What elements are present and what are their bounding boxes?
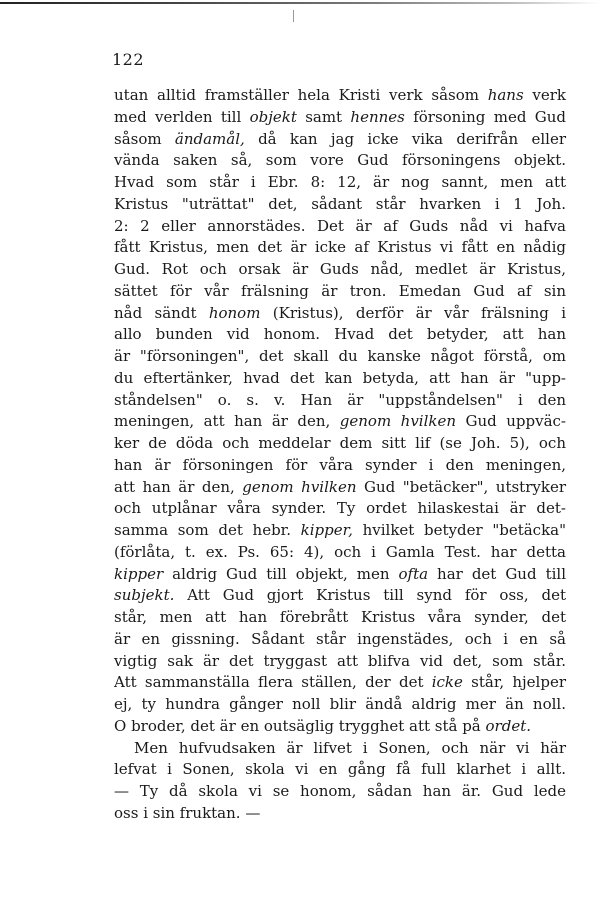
text-run: han är försoningen för våra synder i den meningen, bbox=[114, 455, 566, 474]
text-run: 2: 2 eller annorstädes. Det är af Guds nåd vi hafva bbox=[114, 216, 566, 235]
text-run: Att sammanställa flera ställen, der det bbox=[114, 673, 432, 692]
text-line bbox=[114, 607, 566, 629]
text-run: Gud uppväc- bbox=[456, 412, 566, 431]
text-run: ej, ty hundra gånger noll blir ändå aldrig mer än noll. bbox=[114, 695, 566, 713]
text-run: är en gissning. Sådant står ingenstädes, och i en så bbox=[114, 629, 566, 648]
text-line bbox=[114, 85, 566, 107]
text-line bbox=[114, 803, 566, 825]
text-line bbox=[114, 433, 566, 455]
text-run: utan alltid framställer hela Kristi verk såsom bbox=[114, 86, 488, 104]
text-line bbox=[114, 564, 566, 586]
scan-artifact-mark bbox=[293, 10, 294, 22]
italic-text: hennes bbox=[350, 107, 405, 126]
italic-text: objekt bbox=[249, 107, 297, 126]
text-run: sättet för vår frälsning är tron. Emedan Gud af sin bbox=[114, 281, 566, 300]
text-run: Hvad som står i Ebr. 8: 12, är nog sannt, men att bbox=[114, 173, 566, 191]
text-line bbox=[114, 629, 566, 651]
text-line bbox=[114, 107, 566, 129]
text-line bbox=[114, 259, 566, 281]
text-run: ståndelsen" o. s. v. Han är "uppståndelsen" i den bbox=[114, 390, 566, 409]
text-line bbox=[114, 716, 566, 738]
text-run: fått Kristus, men det är icke af Kristus vi fått en nådig bbox=[114, 238, 566, 257]
text-run: allo bunden vid honom. Hvad det betyder, att han bbox=[114, 325, 566, 344]
text-run: Kristus "uträttat" det, sådant står hvarken i 1 Joh. bbox=[114, 194, 566, 213]
scan-top-edge bbox=[0, 2, 600, 4]
text-line bbox=[114, 281, 566, 303]
text-line bbox=[114, 368, 566, 390]
text-line bbox=[114, 477, 566, 499]
text-run: — Ty då skola vi se honom, sådan han är. Gud lede bbox=[114, 782, 566, 800]
italic-text: icke bbox=[431, 673, 463, 692]
italic-text: ordet. bbox=[485, 716, 532, 735]
text-run: samt bbox=[296, 107, 351, 126]
text-line bbox=[114, 411, 566, 433]
text-run: är "försoningen", det skall du kanske något förstå, om bbox=[114, 347, 566, 365]
text-run: meningen, att han är den, bbox=[114, 412, 340, 431]
text-line bbox=[114, 520, 566, 542]
italic-text: honom bbox=[208, 303, 261, 322]
text-run: hvilket betyder "betäcka" bbox=[352, 521, 567, 539]
italic-text: kipper bbox=[114, 564, 164, 583]
text-line bbox=[114, 781, 566, 803]
text-line bbox=[114, 216, 566, 238]
text-run: har det Gud till bbox=[428, 564, 566, 583]
text-line bbox=[114, 542, 566, 564]
italic-text: hans bbox=[487, 86, 524, 104]
italic-text: genom hvilken bbox=[242, 477, 357, 496]
italic-text: ofta bbox=[398, 564, 429, 583]
text-run: ker de döda och meddelar dem sitt lif (se Joh. 5), och bbox=[114, 434, 566, 452]
text-run: oss i sin fruktan. — bbox=[114, 803, 261, 822]
text-run: att han är den, bbox=[114, 477, 243, 496]
text-line bbox=[114, 738, 566, 760]
text-run: står, hjelper bbox=[462, 673, 566, 692]
text-run: då kan jag icke vika derifrån eller bbox=[244, 129, 566, 148]
text-run: Gud. Rot och orsak är Guds nåd, medlet är Kristus, bbox=[114, 260, 566, 278]
text-run: Gud "betäcker", utstryker bbox=[356, 477, 566, 496]
text-line bbox=[114, 759, 566, 781]
text-run: (förlåta, t. ex. Ps. 65: 4), och i Gamla Test. har detta bbox=[114, 542, 566, 561]
text-run: verk bbox=[523, 86, 566, 104]
text-run: aldrig Gud till objekt, men bbox=[163, 564, 399, 583]
text-run: lefvat i Sonen, skola vi en gång få full klarhet i allt. bbox=[114, 760, 566, 779]
text-run: med verlden till bbox=[114, 107, 250, 126]
text-run: samma som det hebr. bbox=[114, 521, 301, 539]
text-run: du eftertänker, hvad det kan betyda, att han är "upp- bbox=[114, 368, 566, 387]
text-line bbox=[114, 585, 566, 607]
text-line bbox=[114, 237, 566, 259]
text-line bbox=[114, 346, 566, 368]
text-run: nåd sändt bbox=[114, 303, 209, 322]
text-line bbox=[114, 651, 566, 673]
italic-text: ändamål, bbox=[174, 129, 245, 148]
text-run: (Kristus), derför är vår frälsning i bbox=[260, 303, 566, 322]
text-line bbox=[114, 129, 566, 151]
text-line bbox=[114, 455, 566, 477]
text-run: Men hufvudsaken är lifvet i Sonen, och när vi här bbox=[134, 738, 566, 757]
text-run: och utplånar våra synder. Ty ordet hilaskestai är det- bbox=[114, 499, 566, 518]
text-run: Att Gud gjort Kristus till synd för oss, det bbox=[174, 586, 566, 605]
text-line bbox=[114, 194, 566, 216]
text-line bbox=[114, 498, 566, 520]
italic-text: subjekt. bbox=[114, 586, 175, 605]
text-run: vända saken så, som vore Gud försoningens objekt. bbox=[114, 151, 566, 170]
text-run: såsom bbox=[114, 129, 175, 148]
text-run: vigtig sak är det tryggast att blifva vid det, som står. bbox=[114, 651, 566, 670]
text-line bbox=[114, 150, 566, 172]
text-run: O broder, det är en outsäglig trygghet att stå på bbox=[114, 716, 486, 735]
text-line bbox=[114, 672, 566, 694]
text-run: försoning med Gud bbox=[404, 107, 566, 126]
italic-text: genom hvilken bbox=[339, 412, 457, 431]
text-line bbox=[114, 694, 566, 716]
text-line bbox=[114, 172, 566, 194]
text-line bbox=[114, 390, 566, 412]
body-text bbox=[114, 85, 566, 825]
text-line bbox=[114, 303, 566, 325]
text-run: står, men att han förebrått Kristus våra synder, det bbox=[114, 608, 566, 626]
text-line bbox=[114, 324, 566, 346]
page-number: 122 bbox=[112, 50, 145, 69]
italic-text: kipper, bbox=[300, 521, 353, 539]
